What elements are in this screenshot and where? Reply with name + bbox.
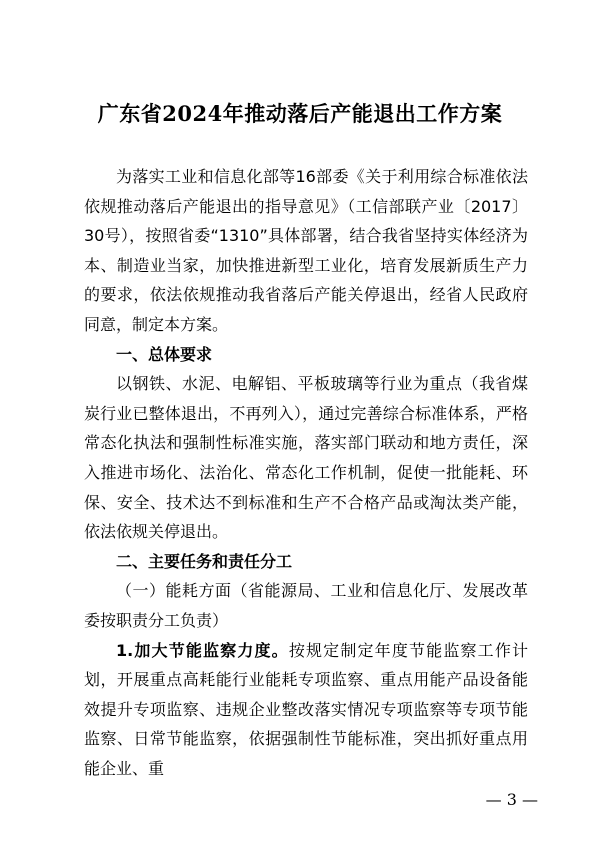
document-body	[84, 162, 528, 783]
general-requirements-paragraph: 以钢铁、水泥、电解铝、平板玻璃等行业为重点（我省煤炭行业已整体退出，不再列入），通过完善综合标准体系，严格常态化执法和强制性标准实施，落实部门联动和地方责任，深入推进市场化、法治化、常态化工作机制，促使一批能耗、环保、安全、技术达不到标准和生产不合格产品或淘汰类产能，依法依规关停退出。	[84, 374, 528, 542]
item-energy-inspection-text: 按规定制定年度节能监察工作计划，开展重点高耗能行业能耗专项监察、重点用能产品设备能效提升专项监察、违规企业整改落实情况专项监察等专项节能监察、日常节能监察，依据强制性节能标准，突出抓好重点用能企业、重	[84, 640, 528, 778]
page-number: — 3 —	[485, 790, 538, 809]
section-heading-main-tasks: 二、主要任务和责任分工	[116, 551, 293, 571]
intro-paragraph: 为落实工业和信息化部等16部委《关于利用综合标准依法依规推动落后产能退出的指导意见》（工信部联产业〔2017〕30号），按照省委“1310”具体部署，结合我省坚持实体经济为本、制造业当家，加快推进新型工业化，培育发展新质生产力的要求，依法依规推动我省落后产能关停退出，经省人民政府同意，制定本方案。	[84, 167, 528, 334]
subsection-energy-consumption: （一）能耗方面（省能源局、工业和信息化厅、发展改革委按职责分工负责）	[84, 581, 528, 630]
item-energy-inspection-lead: 1.加大节能监察力度。	[116, 640, 289, 660]
section-heading-general-requirements: 一、总体要求	[116, 344, 213, 364]
item-energy-inspection	[84, 636, 528, 784]
document-title: 广东省2024年推动落后产能退出工作方案	[97, 101, 503, 126]
